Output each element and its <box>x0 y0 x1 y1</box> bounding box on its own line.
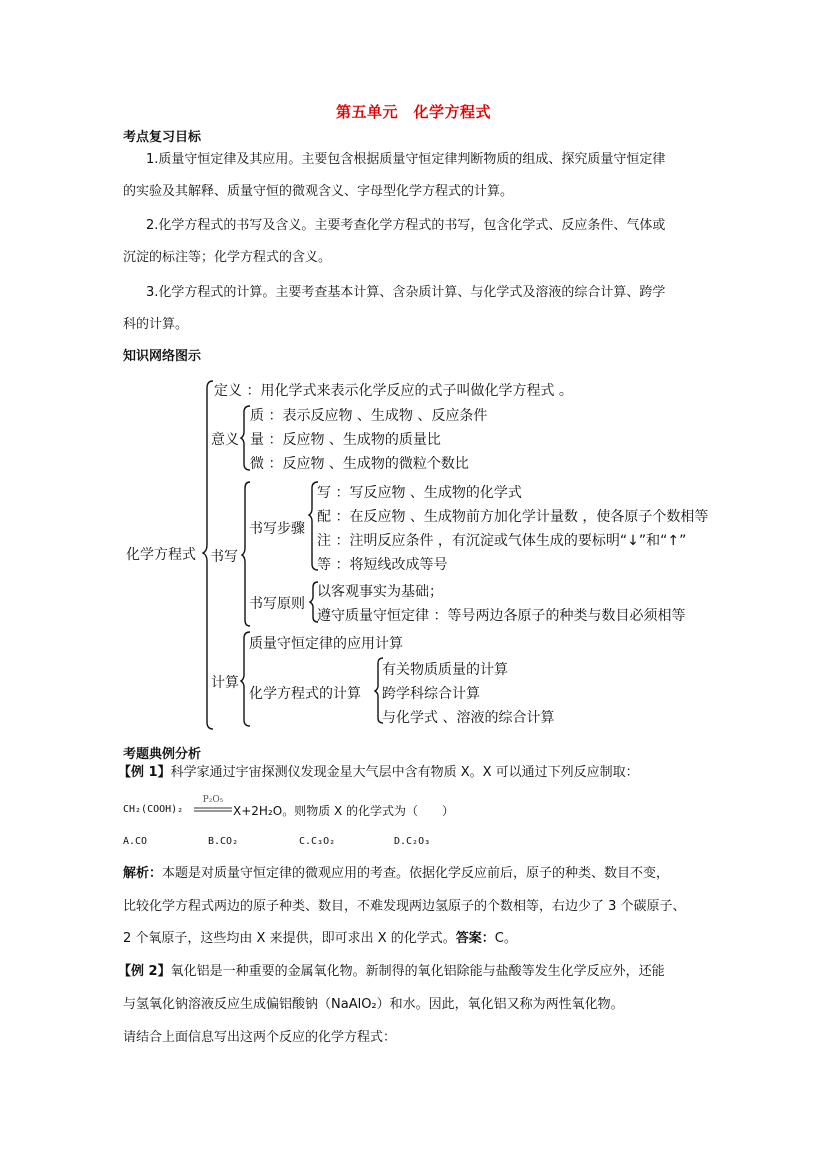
map-step-item: 配 ：在反应物 、生成物前方加化学计量数 ，使各原子个数相等 <box>317 509 709 525</box>
option-c: C.C₃O₂ <box>299 836 336 847</box>
map-principles: 书写原则 <box>249 596 305 612</box>
review-point-3b: 科的计算。 <box>123 317 189 332</box>
example-2-text: 氧化铝是一种重要的金属氧化物。新制得的氧化铝除能与盐酸等发生化学反应外，还能 <box>170 964 665 979</box>
example-1-product: X+2H₂O。则物质 X 的化学式为（ ） <box>233 804 455 818</box>
answer-value: C。 <box>494 931 517 946</box>
examples-heading: 考题典例分析 <box>123 747 202 762</box>
example-1-text: 科学家通过宇宙探测仪发现金星大气层中含有物质 X。X 可以通过下列反应制取： <box>170 765 639 780</box>
review-point-2a: 2.化学方程式的书写及含义。主要考查化学方程式的书写，包含化学式、反应条件、气体或 <box>146 218 666 233</box>
map-principle-item: 以客观事实为基础； <box>317 584 443 600</box>
option-b: B.CO₂ <box>208 836 239 847</box>
review-heading: 考点复习目标 <box>123 130 202 145</box>
option-d: D.C₂O₃ <box>394 836 431 847</box>
example-1-condition: P₂O₅ <box>202 795 224 805</box>
reaction-equals-sign <box>194 807 232 813</box>
analysis-text: 比较化学方程式两边的原子种类、数目，不难发现两边氢原子的个数相等，右边少了 3 个碳原子、 <box>123 899 686 914</box>
map-calc-sub-item: 跨学科综合计算 <box>382 686 480 702</box>
map-step-item: 注 ：注明反应条件 ，有沉淀或气体生成的要标明“↓”和“↑” <box>317 533 687 549</box>
map-meaning-item: 微 ：反应物 、生成物的微粒个数比 <box>250 456 469 472</box>
map-meaning-item: 质 ：表示反应物 、生成物 、反应条件 <box>250 408 488 424</box>
map-meaning-item: 量 ：反应物 、生成物的质量比 <box>250 432 441 448</box>
map-heading: 知识网络图示 <box>123 349 202 364</box>
page-title: 第五单元 化学方程式 <box>335 103 491 121</box>
example-2-label: 【例 2】 <box>118 964 171 979</box>
review-point-2b: 沉淀的标注等；化学方程式的含义。 <box>123 250 332 265</box>
example-1-reactant: CH₂(COOH)₂ <box>123 804 184 815</box>
analysis-text: 本题是对质量守恒定律的微观应用的考查。依据化学反应前后，原子的种类、数目不变， <box>162 866 670 881</box>
review-point-1a: 1.质量守恒定律及其应用。主要包含根据质量守恒定律判断物质的组成、探究质量守恒定律 <box>146 152 666 167</box>
example-1-label: 【例 1】 <box>118 765 171 780</box>
map-writing: 书写 <box>210 549 238 565</box>
analysis-text: 2 个氧原子，这些均由 X 来提供，即可求出 X 的化学式。 <box>123 931 456 946</box>
option-a: A.CO <box>123 836 148 847</box>
review-point-3a: 3.化学方程式的计算。主要考查基本计算、含杂质计算、与化学式及溶液的综合计算、跨学 <box>146 285 666 300</box>
map-calc: 计算 <box>211 675 239 691</box>
map-root: 化学方程式 <box>126 547 196 563</box>
map-definition: 定义 ：用化学式来表示化学反应的式子叫做化学方程式 。 <box>214 383 573 399</box>
map-principle-item: 遵守质量守恒定律 ：等号两边各原子的种类与数目必须相等 <box>317 608 686 624</box>
map-step-item: 写 ：写反应物 、生成物的化学式 <box>317 485 522 501</box>
review-point-1b: 的实验及其解释、质量守恒的微观含义、字母型化学方程式的计算。 <box>123 184 514 199</box>
map-calc-sub-item: 与化学式 、溶液的综合计算 <box>382 710 555 726</box>
map-calc-sub: 化学方程式的计算 <box>249 686 361 702</box>
example-2-text: 与氢氧化钠溶液反应生成偏铝酸钠（NaAlO₂）和水。因此，氧化铝又称为两性氧化物。 <box>123 997 624 1012</box>
map-calc-sub-item: 有关物质质量的计算 <box>382 662 508 678</box>
map-steps: 书写步骤 <box>249 521 305 537</box>
map-calc-item: 质量守恒定律的应用计算 <box>249 636 403 652</box>
answer-label: 答案： <box>455 931 495 946</box>
analysis-label: 解析： <box>123 866 163 881</box>
example-2-text: 请结合上面信息写出这两个反应的化学方程式： <box>123 1030 397 1045</box>
map-meaning: 意义 <box>211 432 239 448</box>
map-step-item: 等 ：将短线改成等号 <box>317 557 448 573</box>
